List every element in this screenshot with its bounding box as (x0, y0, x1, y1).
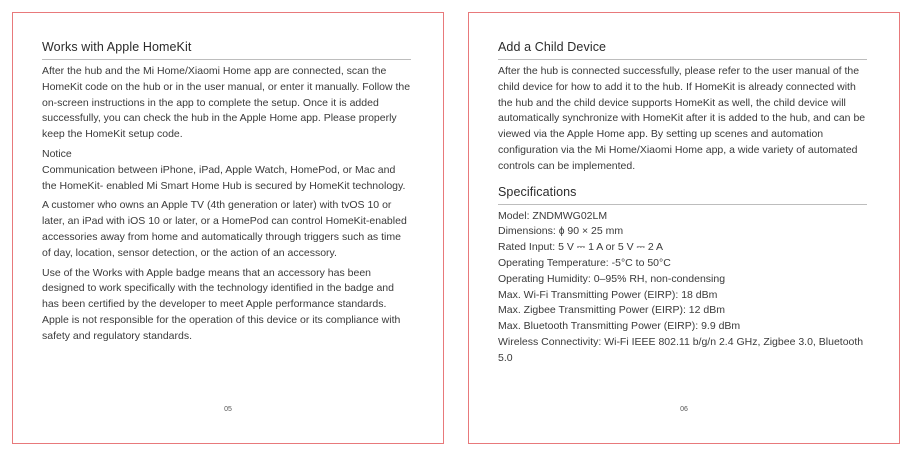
spec-item-wireless-connectivity: Wireless Connectivity: Wi-Fi IEEE 802.11 b/g/n 2.4 GHz, Zigbee 3.0, Bluetooth 5.0 (498, 335, 864, 364)
spec-item-bluetooth-power: Max. Bluetooth Transmitting Power (EIRP): 9.9 dBm (498, 320, 741, 333)
remote-control-paragraph: A customer who owns an Apple TV (4th generation or later) with tvOS 10 or later, an iPad with iOS 10 or later, or a HomePod can control HomeKit-enabled accessories away from home and automatically through triggers such as time of day, location, sensor detection, or the action of an accessory. (42, 199, 407, 259)
spec-item-operating-humidity: Operating Humidity: 0–95% RH, non-condensing (498, 272, 726, 285)
spec-item-model: Model: ZNDMWG02LM (498, 209, 608, 222)
child-device-paragraph: After the hub is connected successfully, please refer to the user manual of the child device for how to add it to the hub. If HomeKit is already connected with the hub and the child device supports HomeKit as well, the child device will automatically synchronize with HomeKit after it is added to the hub, and can be viewed via the Apple Home app. By setting up scenes and automation configuration via the Mi Home/Xiaomi Home app, a wide variety of automated controls can be implemented. (498, 65, 866, 172)
spec-item-operating-temperature: Operating Temperature: -5°C to 50°C (498, 256, 671, 269)
page-number: 05 (224, 406, 232, 413)
right-page-content (498, 40, 867, 367)
left-page-content (42, 40, 411, 349)
badge-disclaimer-paragraph: Use of the Works with Apple badge means that an accessory has been designed to work specifically with the technology identified in the badge and has been certified by the developer to meet Apple performance standards. Apple is not responsible for the operation of this device or its compliance with safety and regulatory standards. (42, 266, 401, 342)
spec-item-dimensions: Dimensions: ɸ 90 × 25 mm (498, 225, 624, 238)
section-heading-child-device: Add a Child Device (498, 40, 867, 60)
spec-item-zigbee-power: Max. Zigbee Transmitting Power (EIRP): 12 dBm (498, 304, 725, 317)
notice-label: Notice (42, 147, 72, 160)
section-heading-specifications: Specifications (498, 185, 867, 205)
section-heading-homekit: Works with Apple HomeKit (42, 40, 411, 60)
page-number: 06 (680, 406, 688, 413)
right-page (468, 12, 900, 444)
spec-list (498, 209, 867, 367)
spec-item-rated-input: Rated Input: 5 V ⎓ 1 A or 5 V ⎓ 2 A (498, 241, 664, 254)
homekit-setup-paragraph: After the hub and the Mi Home/Xiaomi Home app are connected, scan the HomeKit code on the hub or in the user manual, or enter it manually. Follow the on-screen instructions in the app to complete the setup. Once it is added successfully, you can check the hub in the Apple Home app. Please properly keep the HomeKit setup code. (42, 65, 411, 141)
spec-item-wifi-power: Max. Wi-Fi Transmitting Power (EIRP): 18 dBm (498, 288, 718, 301)
notice-security-paragraph: Communication between iPhone, iPad, Apple Watch, HomePod, or Mac and the HomeKit- enabled Mi Smart Home Hub is secured by HomeKit technology. (42, 163, 406, 192)
left-page (12, 12, 444, 444)
